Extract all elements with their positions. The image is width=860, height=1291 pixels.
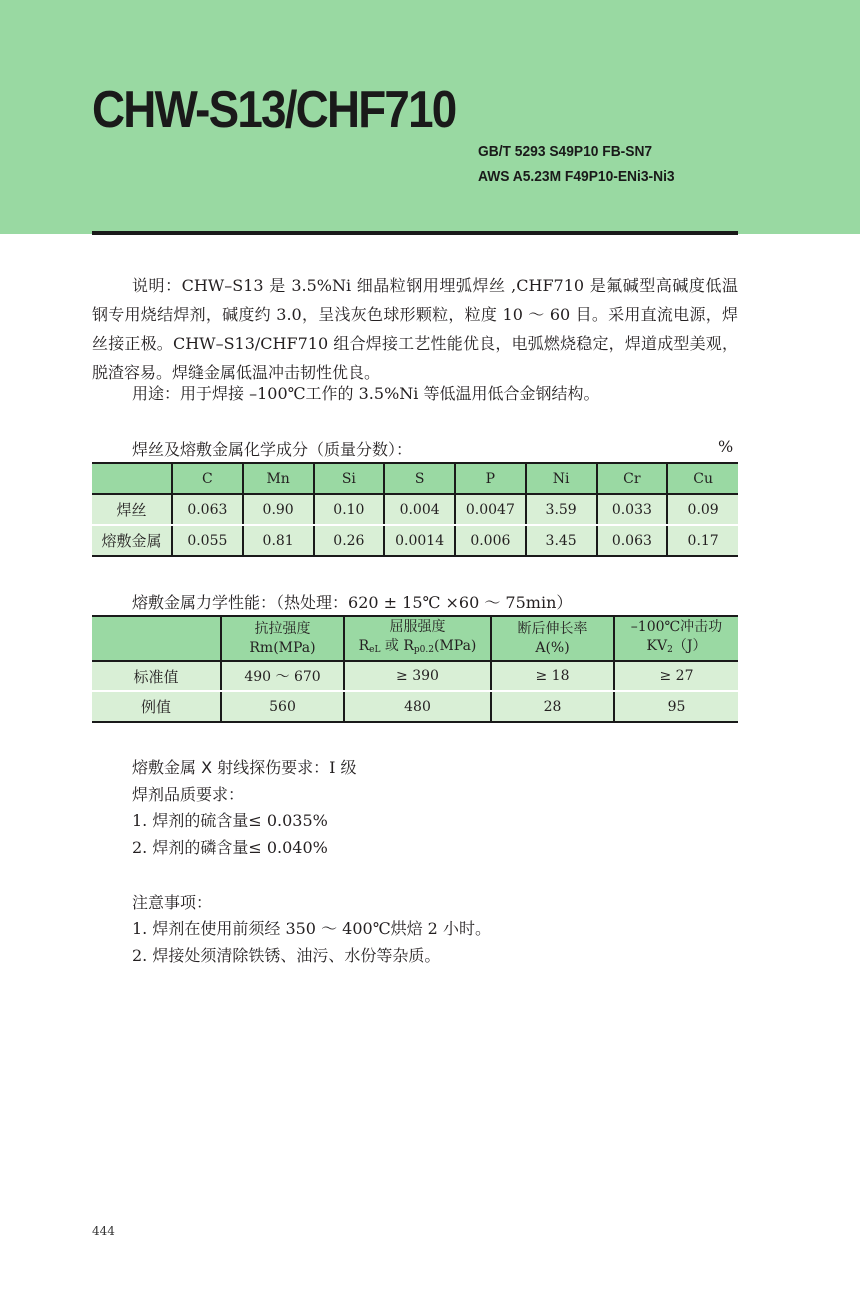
row-label: 焊丝 — [92, 494, 172, 525]
table-cell: 0.063 — [172, 494, 243, 525]
table-cell: 0.055 — [172, 525, 243, 556]
table-cell: 0.0014 — [384, 525, 455, 556]
notes-title: 注意事项： — [132, 893, 213, 912]
header-cell: Cr — [597, 463, 668, 494]
chem-title: 焊丝及熔敷金属化学成分（质量分数）： — [132, 440, 413, 459]
header-cell — [92, 463, 172, 494]
header-text: (MPa) — [433, 637, 477, 654]
row-label: 例值 — [92, 691, 221, 722]
header-cell: Ni — [526, 463, 597, 494]
table-cell: 0.26 — [314, 525, 385, 556]
header-line: Rm(MPa) — [249, 639, 316, 656]
mech-title — [132, 590, 572, 613]
table-row — [92, 691, 738, 722]
header-subscript: 2 — [667, 644, 673, 655]
xray-requirement — [132, 755, 357, 778]
standard-gb: GB/T 5293 S49P10 FB-SN7 — [478, 143, 653, 160]
table-cell: 490 ～ 670 — [221, 661, 344, 691]
xray-value: I 级 — [329, 758, 357, 777]
header-subscript: p0.2 — [413, 644, 434, 655]
product-title: CHW-S13/CHF710 — [92, 81, 456, 139]
header-line — [345, 637, 490, 660]
row-label: 熔敷金属 — [92, 525, 172, 556]
flux-quality-item: 1. 焊剂的硫含量≤ 0.035% — [132, 811, 328, 830]
header-cell — [344, 616, 491, 661]
usage-label: 用途： — [132, 384, 181, 403]
header-cell — [92, 616, 221, 661]
notes-item: 2. 焊接处须清除铁锈、油污、水份等杂质。 — [132, 946, 441, 965]
header-text: KV — [646, 637, 668, 654]
table-cell: 3.59 — [526, 494, 597, 525]
table-cell: 0.063 — [597, 525, 668, 556]
standard-aws: AWS A5.23M F49P10-ENi3-Ni3 — [478, 168, 675, 185]
header-text: R — [358, 637, 370, 654]
header-line: 抗拉强度 — [254, 620, 311, 637]
chem-unit: % — [718, 437, 734, 456]
header-line: 屈服强度 — [389, 618, 446, 635]
header-cell — [614, 616, 738, 661]
table-row — [92, 661, 738, 691]
table-row — [92, 494, 738, 525]
table-cell: 0.09 — [667, 494, 738, 525]
header-text: （J） — [672, 637, 707, 654]
table-cell: 0.10 — [314, 494, 385, 525]
header-band — [0, 0, 860, 234]
header-text: 或 R — [380, 637, 414, 654]
table-cell: 0.004 — [384, 494, 455, 525]
usage-text: 用于焊接 –100℃工作的 3.5%Ni 等低温用低合金钢结构。 — [180, 384, 600, 403]
header-cell: S — [384, 463, 455, 494]
table-cell: 3.45 — [526, 525, 597, 556]
table-cell: ≥ 18 — [491, 661, 614, 691]
chemical-composition-table — [92, 462, 738, 557]
table-cell: 0.17 — [667, 525, 738, 556]
header-line — [615, 637, 738, 660]
header-rule — [92, 231, 738, 235]
notes-item: 1. 焊剂在使用前须经 350 ～ 400℃烘焙 2 小时。 — [132, 919, 491, 938]
flux-quality-item: 2. 焊剂的磷含量≤ 0.040% — [132, 838, 328, 857]
description-label: 说明： — [132, 276, 182, 295]
table-cell: 28 — [491, 691, 614, 722]
description-text: CHW–S13 是 3.5%Ni 细晶粒钢用埋弧焊丝 ,CHF710 是氟碱型高碱度低温钢专用烧结焊剂，碱度约 3.0，呈浅灰色球形颗粒，粒度 10 ～ 60 目。采用直流电源，焊丝接正极。CHW–S13/CHF710 组合焊接工艺性能优良，电弧燃烧稳定，焊道成型美观，脱渣容易。焊缝金属低温冲击韧性优良。 — [92, 276, 738, 382]
usage-paragraph — [92, 379, 738, 408]
table-header-row — [92, 616, 738, 661]
header-cell: Cu — [667, 463, 738, 494]
table-cell: 480 — [344, 691, 491, 722]
header-line: A(%) — [535, 639, 570, 656]
header-cell — [491, 616, 614, 661]
xray-label: 熔敷金属 X 射线探伤要求： — [132, 758, 330, 777]
table-cell: 560 — [221, 691, 344, 722]
description-paragraph — [92, 271, 738, 387]
table-header-row — [92, 463, 738, 494]
row-label: 标准值 — [92, 661, 221, 691]
flux-quality-title: 焊剂品质要求： — [132, 785, 245, 804]
header-cell: Si — [314, 463, 385, 494]
header-cell — [221, 616, 344, 661]
header-subscript: eL — [369, 644, 381, 655]
header-line: 断后伸长率 — [517, 620, 588, 637]
header-cell: Mn — [243, 463, 314, 494]
page-number: 444 — [92, 1224, 115, 1238]
table-row — [92, 525, 738, 556]
table-cell: ≥ 390 — [344, 661, 491, 691]
table-cell: 0.81 — [243, 525, 314, 556]
header-cell: C — [172, 463, 243, 494]
header-line: –100℃冲击功 — [630, 618, 723, 635]
table-cell: 95 — [614, 691, 738, 722]
mechanical-properties-table — [92, 615, 738, 723]
table-cell: 0.90 — [243, 494, 314, 525]
header-cell: P — [455, 463, 526, 494]
mech-title-label: 熔敷金属力学性能： — [132, 593, 277, 612]
table-cell: 0.006 — [455, 525, 526, 556]
table-cell: 0.0047 — [455, 494, 526, 525]
table-cell: 0.033 — [597, 494, 668, 525]
table-cell: ≥ 27 — [614, 661, 738, 691]
heat-treatment-note: （热处理：620 ± 15℃ ×60 ～ 75min） — [276, 593, 573, 612]
